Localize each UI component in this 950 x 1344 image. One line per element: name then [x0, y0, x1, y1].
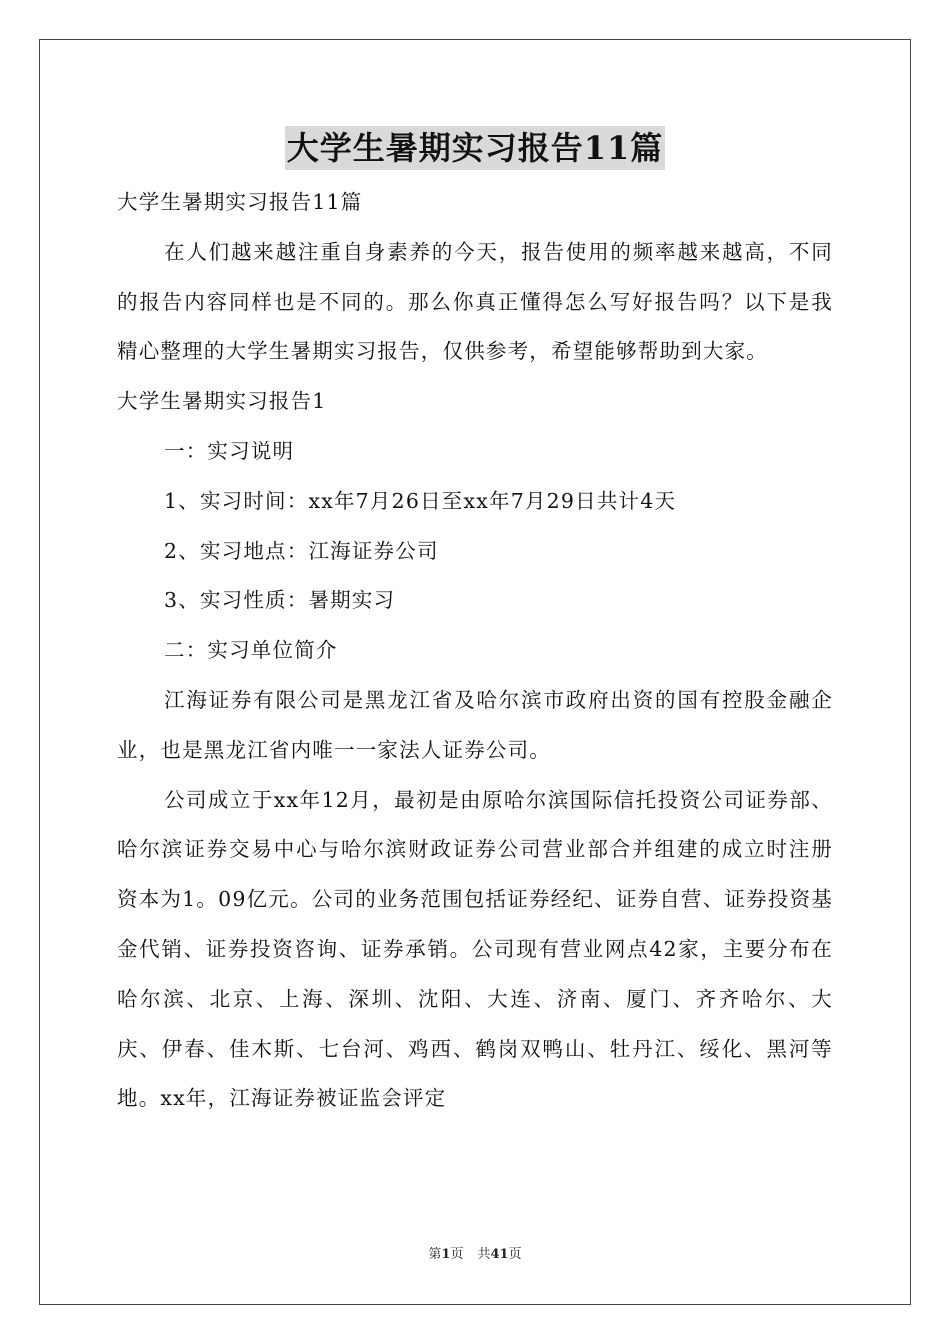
title-container: [0, 126, 950, 170]
footer-total-prefix: 共: [477, 1247, 491, 1262]
footer-total-suffix: 页: [508, 1247, 522, 1262]
paragraph-6: 3、实习性质：暑期实习: [164, 588, 396, 613]
document-title: 大学生暑期实习报告11篇: [285, 126, 666, 170]
paragraph-4: 1、实习时间：xx年7月26日至xx年7月29日共计4天: [164, 488, 677, 513]
footer-page-current: 1: [441, 1247, 451, 1262]
document-body: [117, 178, 833, 1124]
paragraph-0: 大学生暑期实习报告11篇: [117, 190, 363, 214]
paragraph-1: 在人们越来越注重自身素养的今天，报告使用的频率越来越高，不同的报告内容同样也是不同的。那么你真正懂得怎么写好报告吗？以下是我精心整理的大学生暑期实习报告，仅供参考，希望能够帮助到大家。: [117, 239, 833, 364]
footer-page-suffix: 页: [450, 1247, 464, 1262]
footer-page-prefix: 第: [428, 1247, 442, 1262]
paragraph-2: 大学生暑期实习报告1: [117, 389, 327, 414]
paragraph-9: 公司成立于xx年12月，最初是由原哈尔滨国际信托投资公司证券部、哈尔滨证券交易中心与哈尔滨财政证券公司营业部合并组建的成立时注册资本为1。09亿元。公司的业务范围包括证券经纪、证券自营、证券投资基金代销、证券投资咨询、证券承销。公司现有营业网点42家，主要分布在哈尔滨、北京、上海、深圳、沈阳、大连、济南、厦门、齐齐哈尔、大庆、伊春、佳木斯、七台河、鸡西、鹤岗双鸭山、牡丹江、绥化、黑河等地。xx年，江海证券被证监会评定: [117, 787, 833, 1111]
paragraph-5: 2、实习地点：江海证券公司: [164, 538, 439, 563]
paragraph-7: 二：实习单位简介: [164, 638, 338, 663]
footer-page-total: 41: [490, 1247, 509, 1262]
page-footer: [0, 1246, 950, 1264]
paragraph-3: 一：实习说明: [164, 438, 295, 463]
paragraph-8: 江海证券有限公司是黑龙江省及哈尔滨市政府出资的国有控股金融企业，也是黑龙江省内唯一一家法人证券公司。: [117, 687, 833, 762]
